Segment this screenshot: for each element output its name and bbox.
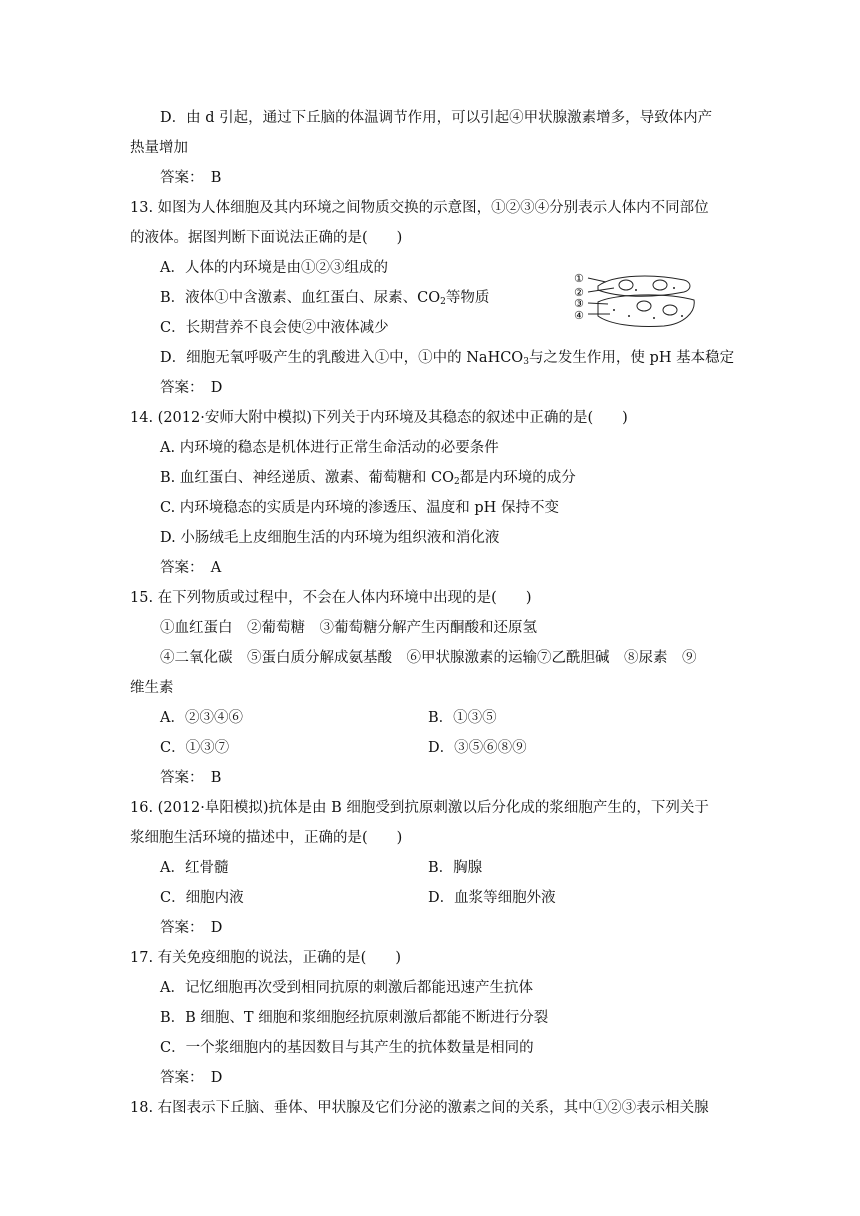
q15-option-a: A．②③④⑥ <box>160 710 243 726</box>
q15-items-line: ①血红蛋白 ②葡萄糖 ③葡萄糖分解产生丙酮酸和还原氢 <box>160 620 537 636</box>
figure-label-3: ③ <box>574 297 584 310</box>
q13-option-d <box>160 348 734 372</box>
q14-option-b-subscript: 2 <box>453 477 460 487</box>
q14-option-b-text: B. 血红蛋白、神经递质、激素、葡萄糖和 CO <box>160 470 454 486</box>
dot-mark <box>628 315 630 317</box>
q14-option-d: D. 小肠绒毛上皮细胞生活的内环境为组织液和消化液 <box>160 530 500 546</box>
cell-shape <box>653 280 667 290</box>
q14-answer: 答案： A <box>160 560 222 576</box>
q15-option-c: C．①③⑦ <box>160 740 230 756</box>
cell-shape <box>619 280 633 290</box>
q13-answer: 答案： D <box>160 380 223 396</box>
q14-option-a: A. 内环境的稳态是机体进行正常生命活动的必要条件 <box>160 440 499 456</box>
q13-option-d-tail: 与之发生作用，使 pH 基本稳定 <box>528 350 735 366</box>
question-15-stem: 15. 在下列物质或过程中，不会在人体内环境中出现的是( ) <box>130 590 532 606</box>
q16-option-d: D．血浆等细胞外液 <box>428 890 556 906</box>
question-14-stem: 14. (2012·安师大附中模拟)下列关于内环境及其稳态的叙述中正确的是( ) <box>130 410 628 426</box>
option-d-continuation: 热量增加 <box>130 140 188 156</box>
q15-option-d: D．③⑤⑥⑧⑨ <box>428 740 527 756</box>
q15-items-line: 维生素 <box>130 680 174 696</box>
q14-option-b <box>160 468 576 492</box>
q13-option-b-text: B．液体①中含激素、血红蛋白、尿素、CO <box>160 290 441 306</box>
dot-mark <box>653 317 655 319</box>
dot-mark <box>635 289 637 291</box>
q16-option-c: C．细胞内液 <box>160 890 244 906</box>
q16-option-b: B．胸腺 <box>428 860 483 876</box>
cell-shape <box>637 301 651 311</box>
question-16-stem: 16. (2012·阜阳模拟)抗体是由 B 细胞受到抗原刺激以后分化成的浆细胞产生的，下列关于 <box>130 800 709 816</box>
q16-option-a: A．红骨髓 <box>160 860 229 876</box>
q13-option-b-tail: 等物质 <box>445 290 490 306</box>
q15-items-line: ④二氧化碳 ⑤蛋白质分解成氨基酸 ⑥甲状腺激素的运输⑦乙酰胆碱 ⑧尿素 ⑨ <box>160 650 697 666</box>
cell-shape <box>663 305 677 315</box>
q13-option-d-subscript: 3 <box>523 357 529 367</box>
figure-label-2: ② <box>574 286 584 299</box>
q17-answer: 答案： D <box>160 1070 223 1086</box>
q14-option-c: C. 内环境稳态的实质是内环境的渗透压、温度和 pH 保持不变 <box>160 500 559 516</box>
q17-option-c: C．一个浆细胞内的基因数目与其产生的抗体数量是相同的 <box>160 1040 534 1056</box>
q13-option-a: A．人体的内环境是由①②③组成的 <box>160 260 388 276</box>
leader-line <box>588 278 606 282</box>
q13-option-c: C．长期营养不良会使②中液体减少 <box>160 320 389 336</box>
figure-label-1: ① <box>574 272 584 285</box>
vessel-upper-outline <box>598 276 690 296</box>
q13-option-b-subscript: 2 <box>440 297 446 307</box>
leader-line <box>588 303 608 304</box>
option-d-line: D．由 d 引起，通过下丘脑的体温调节作用，可以引起④甲状腺激素增多，导致体内产 <box>160 110 713 126</box>
cell-fluid-exchange-figure <box>574 272 704 332</box>
answer-line: 答案： B <box>160 170 222 186</box>
q14-option-b-tail: 都是内环境的成分 <box>459 470 576 486</box>
dot-mark <box>613 309 615 311</box>
q15-option-b: B．①③⑤ <box>428 710 497 726</box>
q16-answer: 答案： D <box>160 920 223 936</box>
question-18-stem: 18. 右图表示下丘脑、垂体、甲状腺及它们分泌的激素之间的关系，其中①②③表示相关腺 <box>130 1100 709 1116</box>
q13-option-b <box>160 288 489 312</box>
question-16-stem-continuation: 浆细胞生活环境的描述中，正确的是( ) <box>130 830 403 846</box>
question-13-stem: 13. 如图为人体细胞及其内环境之间物质交换的示意图，①②③④分别表示人体内不同部位 <box>130 200 709 216</box>
q17-option-b: B．B 细胞、T 细胞和浆细胞经抗原刺激后都能不断进行分裂 <box>160 1010 549 1026</box>
figure-label-4: ④ <box>574 309 584 322</box>
q15-answer: 答案： B <box>160 770 222 786</box>
q17-option-a: A．记忆细胞再次受到相同抗原的刺激后都能迅速产生抗体 <box>160 980 533 996</box>
dot-mark <box>681 315 683 317</box>
q13-option-d-text: D．细胞无氧呼吸产生的乳酸进入①中，①中的 NaHCO <box>160 350 524 366</box>
question-13-stem-continuation: 的液体。据图判断下面说法正确的是( ) <box>130 230 403 246</box>
question-17-stem: 17. 有关免疫细胞的说法，正确的是( ) <box>130 950 401 966</box>
dot-mark <box>673 287 675 289</box>
